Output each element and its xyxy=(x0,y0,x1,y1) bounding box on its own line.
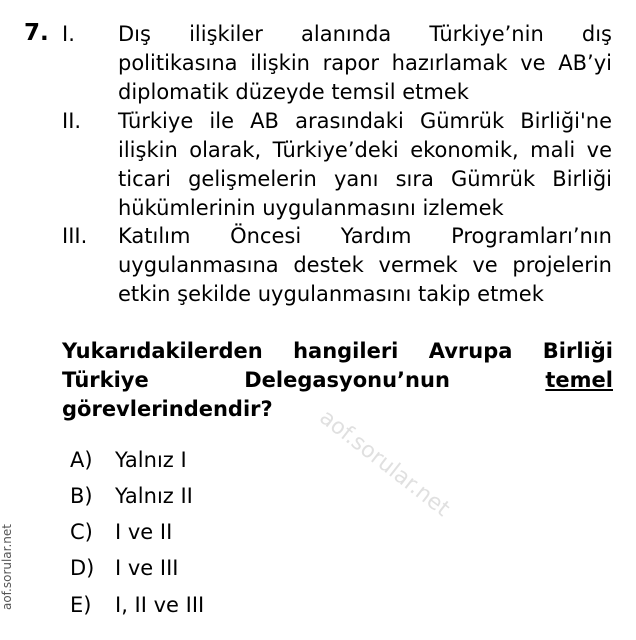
option-a-letter: A) xyxy=(70,448,93,472)
option-c-text: I ve II xyxy=(115,520,173,544)
item-1-line-3: diplomatik düzeyde temsil etmek xyxy=(118,80,469,104)
option-c[interactable] xyxy=(70,518,172,546)
stem-underlined-word: temel xyxy=(545,368,613,392)
stem-line-3: görevlerindendir? xyxy=(62,397,273,421)
option-e-letter: E) xyxy=(70,593,92,617)
option-b-letter: B) xyxy=(70,484,93,508)
option-e[interactable] xyxy=(70,591,204,619)
item-2-line-2: ilişkin olarak, Türkiye’deki ekonomik, mali ve xyxy=(118,138,612,162)
item-1-line-1: Dış ilişkiler alanında Türkiye’nin dış xyxy=(118,22,612,46)
option-b-text: Yalnız II xyxy=(115,484,193,508)
option-a-text: Yalnız I xyxy=(115,448,187,472)
option-c-letter: C) xyxy=(70,520,93,544)
option-d-text: I ve III xyxy=(115,556,179,580)
stem-line-2-text: Türkiye Delegasyonu’nun xyxy=(62,368,546,392)
item-roman-1: I. xyxy=(62,22,75,46)
item-3-line-3: etkin şekilde uygulanmasını takip etmek xyxy=(118,282,544,306)
stem-line-2 xyxy=(62,366,613,395)
item-3-line-1: Katılım Öncesi Yardım Programları’nın xyxy=(118,224,612,248)
question-number: 7. xyxy=(24,20,49,46)
option-e-text: I, II ve III xyxy=(115,593,205,617)
item-2-line-3: ticari gelişmelerin yanı sıra Gümrük Birliği xyxy=(118,167,612,191)
item-2-line-1: Türkiye ile AB arasındaki Gümrük Birliği'ne xyxy=(118,109,612,133)
item-text-1 xyxy=(118,20,612,107)
stem-line-1: Yukarıdakilerden hangileri Avrupa Birliği xyxy=(62,339,613,363)
option-b[interactable] xyxy=(70,482,193,510)
item-3-line-2: uygulanmasına destek vermek ve projelerin xyxy=(118,253,612,277)
item-text-3 xyxy=(118,222,612,309)
option-d-letter: D) xyxy=(70,556,95,580)
item-roman-2: II. xyxy=(62,109,82,133)
option-a[interactable] xyxy=(70,446,187,474)
option-d[interactable] xyxy=(70,554,178,582)
item-roman-3: III. xyxy=(62,224,88,248)
item-2-line-4: hükümlerinin uygulanmasını izlemek xyxy=(118,196,504,220)
diagonal-watermark: aof.sorular.net xyxy=(314,405,455,522)
item-text-2 xyxy=(118,107,612,223)
item-1-line-2: politikasına ilişkin rapor hazırlamak ve AB’yi xyxy=(118,51,612,75)
side-watermark: aof.sorular.net xyxy=(0,523,14,611)
